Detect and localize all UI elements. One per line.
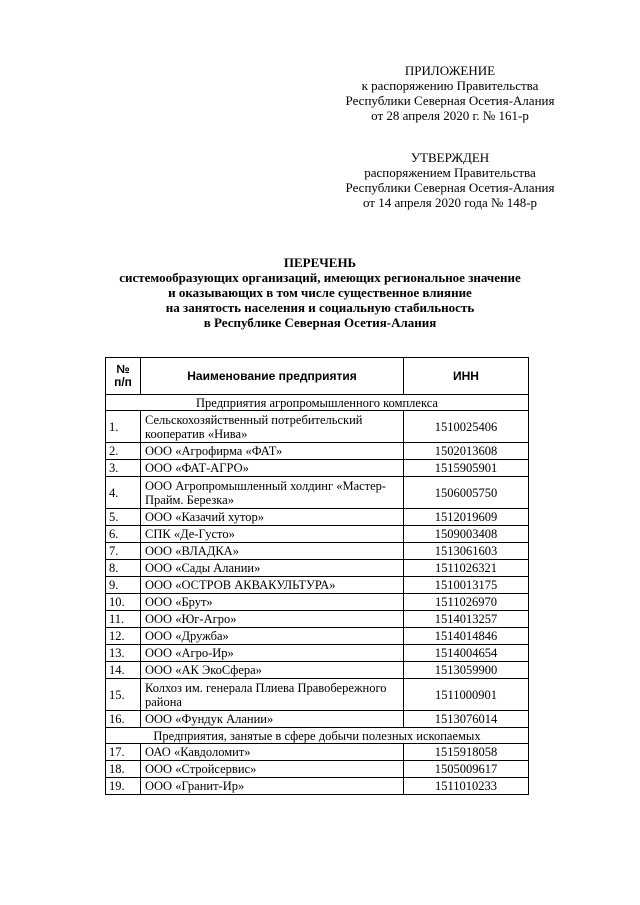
row-inn: 1513076014: [404, 711, 529, 728]
row-name: ООО «Юг-Агро»: [141, 611, 404, 628]
row-num: 11.: [106, 611, 141, 628]
title-line: в Республике Северная Осетия-Алания: [203, 315, 437, 330]
row-name: ООО «АК ЭкоСфера»: [141, 662, 404, 679]
row-num: 19.: [106, 778, 141, 795]
approved-line: от 14 апреля 2020 года № 148-р: [362, 195, 538, 210]
table-row: [106, 594, 529, 611]
row-inn: 1515905901: [404, 460, 529, 477]
row-inn: 1513059900: [404, 662, 529, 679]
row-num: 5.: [106, 509, 141, 526]
row-inn: 1509003408: [404, 526, 529, 543]
title-heading: ПЕРЕЧЕНЬ: [283, 255, 357, 270]
row-inn: 1514004654: [404, 645, 529, 662]
header-inn: ИНН: [404, 358, 529, 395]
table-row: [106, 477, 529, 509]
header-num: № п/п: [106, 358, 141, 395]
section-title: Предприятия, занятые в сфере добычи полезных ископаемых: [106, 728, 529, 744]
section-row: [106, 728, 529, 744]
row-num: 6.: [106, 526, 141, 543]
row-name: ООО «Казачий хутор»: [141, 509, 404, 526]
table-row: [106, 543, 529, 560]
table-row: [106, 761, 529, 778]
row-num: 12.: [106, 628, 141, 645]
row-inn: 1513061603: [404, 543, 529, 560]
row-name: ООО «Агро-Ир»: [141, 645, 404, 662]
section-row: [106, 395, 529, 411]
row-num: 3.: [106, 460, 141, 477]
row-num: 7.: [106, 543, 141, 560]
row-inn: 1511026970: [404, 594, 529, 611]
row-num: 9.: [106, 577, 141, 594]
appendix-line: Республики Северная Осетия-Алания: [345, 93, 555, 108]
row-num: 14.: [106, 662, 141, 679]
row-inn: 1511026321: [404, 560, 529, 577]
row-num: 1.: [106, 411, 141, 443]
table-row: [106, 509, 529, 526]
table-row: [106, 679, 529, 711]
row-name: ООО «Стройсервис»: [141, 761, 404, 778]
row-name: ООО «ФАТ-АГРО»: [141, 460, 404, 477]
row-num: 2.: [106, 443, 141, 460]
row-inn: 1506005750: [404, 477, 529, 509]
section-title: Предприятия агропромышленного комплекса: [106, 395, 529, 411]
row-inn: 1502013608: [404, 443, 529, 460]
row-num: 13.: [106, 645, 141, 662]
appendix-line: к распоряжению Правительства: [361, 78, 539, 93]
row-inn: 1514013257: [404, 611, 529, 628]
row-inn: 1512019609: [404, 509, 529, 526]
table-row: [106, 662, 529, 679]
row-name: СПК «Де-Густо»: [141, 526, 404, 543]
row-num: 16.: [106, 711, 141, 728]
table-row: [106, 711, 529, 728]
row-inn: 1511010233: [404, 778, 529, 795]
approved-line: распоряжением Правительства: [364, 165, 536, 180]
table-row: [106, 577, 529, 594]
row-name: ООО «Брут»: [141, 594, 404, 611]
appendix-line: от 28 апреля 2020 г. № 161-р: [371, 108, 529, 123]
organizations-table: [105, 357, 529, 795]
row-name: Колхоз им. генерала Плиева Правобережного района: [141, 679, 404, 711]
row-num: 10.: [106, 594, 141, 611]
approved-block: [330, 150, 570, 210]
table-row: [106, 645, 529, 662]
row-name: ООО «Дружба»: [141, 628, 404, 645]
table-row: [106, 744, 529, 761]
row-inn: 1511000901: [404, 679, 529, 711]
table-body: [106, 395, 529, 795]
row-num: 17.: [106, 744, 141, 761]
approved-line: Республики Северная Осетия-Алания: [345, 180, 555, 195]
row-name: ООО «Сады Алании»: [141, 560, 404, 577]
row-name: ООО «Агрофирма «ФАТ»: [141, 443, 404, 460]
table-row: [106, 411, 529, 443]
row-inn: 1510013175: [404, 577, 529, 594]
row-inn: 1510025406: [404, 411, 529, 443]
row-name: ОАО «Кавдоломит»: [141, 744, 404, 761]
row-name: ООО «ОСТРОВ АКВАКУЛЬТУРА»: [141, 577, 404, 594]
row-name: Сельскохозяйственный потребительский кооператив «Нива»: [141, 411, 404, 443]
document-title: [100, 255, 540, 330]
appendix-title: ПРИЛОЖЕНИЕ: [404, 63, 496, 78]
row-name: ООО «ВЛАДКА»: [141, 543, 404, 560]
row-inn: 1514014846: [404, 628, 529, 645]
approved-title: УТВЕРЖДЕН: [410, 150, 490, 165]
row-num: 15.: [106, 679, 141, 711]
table-row: [106, 611, 529, 628]
row-name: ООО Агропромышленный холдинг «Мастер-Прайм. Березка»: [141, 477, 404, 509]
title-line: системообразующих организаций, имеющих региональное значение: [119, 270, 521, 285]
row-inn: 1505009617: [404, 761, 529, 778]
table-row: [106, 526, 529, 543]
header-name: Наименование предприятия: [141, 358, 404, 395]
table-row: [106, 460, 529, 477]
table-header-row: [106, 358, 529, 395]
table-row: [106, 443, 529, 460]
appendix-block: [330, 63, 570, 123]
row-inn: 1515918058: [404, 744, 529, 761]
row-name: ООО «Гранит-Ир»: [141, 778, 404, 795]
row-num: 4.: [106, 477, 141, 509]
row-num: 8.: [106, 560, 141, 577]
row-name: ООО «Фундук Алании»: [141, 711, 404, 728]
title-line: на занятость населения и социальную стабильность: [165, 300, 475, 315]
table-row: [106, 560, 529, 577]
table-row: [106, 628, 529, 645]
title-line: и оказывающих в том числе существенное влияние: [168, 285, 472, 300]
table-row: [106, 778, 529, 795]
row-num: 18.: [106, 761, 141, 778]
